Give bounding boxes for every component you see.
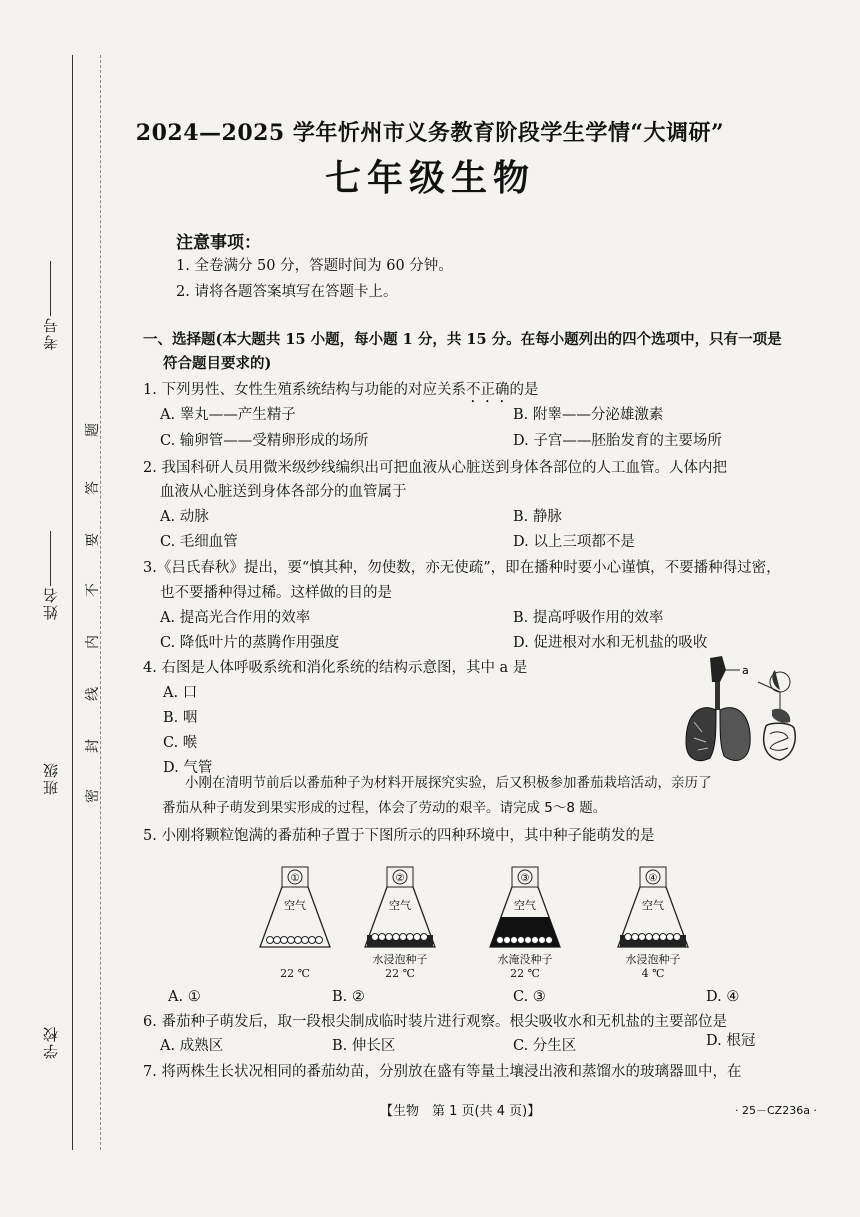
flask-caption-line2: 4 ℃ — [641, 967, 665, 980]
seal-char: 答 — [85, 481, 101, 495]
q2-option-a: A. 动脉 — [160, 509, 209, 525]
seal-char: 题 — [85, 423, 101, 437]
exam-title: 2024—2025 学年忻州市义务教育阶段学生学情“大调研” — [135, 120, 725, 146]
q3-option-d: D. 促进根对水和无机盐的吸收 — [513, 635, 708, 651]
q1-stem — [143, 378, 538, 406]
flask-air-label: 空气 — [642, 899, 664, 912]
q5-option-d: D. ④ — [706, 989, 740, 1005]
stomach-shape — [772, 709, 790, 723]
q4-option-d: D. 气管 — [163, 760, 213, 776]
head-silhouette — [710, 656, 726, 682]
seal-char: 密 — [85, 789, 101, 803]
q2-option-b: B. 静脉 — [513, 509, 562, 525]
page-footer: 【生物 第 1 页(共 4 页)】 — [380, 1104, 541, 1119]
q5-stem: 5. 小刚将颗粒饱满的番茄种子置于下图所示的四种环境中，其中种子能萌发的是 — [143, 828, 655, 844]
flask-number: ① — [290, 873, 300, 884]
name-label: 姓名 — [42, 586, 60, 620]
flask-1-caption — [240, 953, 350, 981]
q1-option-a: A. 睾丸——产生精子 — [160, 407, 296, 423]
q3-option-a: A. 提高光合作用的效率 — [160, 610, 311, 626]
q1-option-c: C. 输卵管——受精卵形成的场所 — [160, 433, 369, 449]
flask-caption-line1: 水浸泡种子 — [372, 953, 428, 966]
flask-caption-line1 — [240, 953, 350, 967]
subject-title: 七年级生物 — [324, 157, 535, 199]
flask-air-label: 空气 — [284, 899, 306, 912]
q3-stem-line2: 也不要播种得过稀。这样做的目的是 — [160, 585, 392, 601]
flask-caption-line2: 22 ℃ — [510, 967, 540, 980]
section-heading-line2: 符合题目要求的) — [163, 355, 272, 372]
flask-2-caption — [345, 953, 455, 981]
q7-stem: 7. 将两株生长状况相同的番茄幼苗，分别放在盛有等量土壤浸出液和蒸馏水的玻璃器皿中，在 — [143, 1064, 742, 1080]
q2-stem-line2: 血液从心脏送到身体各部分的血管属于 — [160, 484, 407, 500]
seal-char: 线 — [85, 687, 101, 701]
q6-option-d: D. 根冠 — [706, 1033, 756, 1049]
q4-option-a: A. 口 — [163, 685, 198, 701]
q3-option-c: C. 降低叶片的蒸腾作用强度 — [160, 635, 340, 651]
flask-caption-line1: 水浸泡种子 — [625, 953, 681, 966]
exam-no-label: 考号 — [42, 316, 60, 350]
flask-4 — [608, 865, 698, 955]
q6-option-c: C. 分生区 — [513, 1038, 577, 1054]
notice-item: 2. 请将各题答案填写在答题卡上。 — [176, 284, 398, 300]
q2-option-c: C. 毛细血管 — [160, 534, 238, 550]
flask-3-caption — [470, 953, 580, 981]
name-field — [40, 525, 61, 620]
notice-heading: 注意事项： — [176, 233, 261, 253]
paper-code: · 25－CZ236a · — [735, 1104, 817, 1117]
flask-caption-line2: 22 ℃ — [280, 967, 310, 980]
flask-1 — [250, 865, 340, 955]
flask-2 — [355, 865, 445, 955]
q4-option-c: C. 喉 — [163, 735, 198, 751]
name-underline — [50, 531, 51, 586]
class-field — [40, 755, 61, 795]
left-lung-shape — [686, 708, 716, 761]
flask-number: ④ — [648, 873, 658, 884]
right-lung-shape — [720, 708, 750, 761]
exam-no-underline — [50, 261, 51, 316]
school-field — [40, 1025, 61, 1059]
flask-caption-line2: 22 ℃ — [385, 967, 415, 980]
binding-line — [72, 55, 73, 1150]
q1-stem-text: 1. 下列男性、女性生殖系统结构与功能的对应关系 — [143, 382, 466, 398]
flask-number: ③ — [520, 873, 530, 884]
q4-stem: 4. 右图是人体呼吸系统和消化系统的结构示意图，其中 a 是 — [143, 660, 528, 676]
class-label: 班级 — [42, 761, 60, 795]
flask-4-caption — [598, 953, 708, 981]
q6-stem: 6. 番茄种子萌发后，取一段根尖制成临时装片进行观察。根尖吸收水和无机盐的主要部位是 — [143, 1014, 727, 1030]
flask-air-label: 空气 — [514, 899, 536, 912]
seal-dashed-line — [100, 55, 102, 1150]
flask-caption-line1: 水淹没种子 — [497, 953, 553, 966]
story-line1: 小刚在清明节前后以番茄种子为材料开展探究实验，后又积极参加番茄栽培活动，亲历了 — [185, 775, 712, 791]
q3-stem-line1: 3.《吕氏春秋》提出，要“慎其种，勿使数，亦无使疏”，即在播种时要小心谨慎，不要播种得过密， — [143, 560, 781, 576]
q6-option-b: B. 伸长区 — [332, 1038, 396, 1054]
section-heading — [143, 328, 813, 376]
q5-option-b: B. ② — [332, 989, 365, 1005]
seed-row — [267, 937, 323, 944]
seal-char: 要 — [85, 533, 101, 547]
trachea-shape — [715, 682, 720, 710]
intestine-coils — [770, 732, 788, 750]
label-a: a — [742, 664, 749, 677]
section-heading-line1: 一、选择题(本大题共 15 小题，每小题 1 分，共 15 分。在每小题列出的四个选项中，只有一项是 — [143, 331, 782, 348]
q1-stem-emphasis: 不正确 — [465, 382, 510, 398]
respiratory-digestive-figure — [680, 652, 805, 770]
story-line2: 番茄从种子萌发到果实形成的过程，体会了劳动的艰辛。请完成 5～8 题。 — [162, 800, 607, 816]
q3-option-b: B. 提高呼吸作用的效率 — [513, 610, 664, 626]
flask-number: ② — [395, 873, 405, 884]
seal-char: 不 — [85, 583, 101, 597]
notice-item: 1. 全卷满分 50 分，答题时间为 60 分钟。 — [176, 258, 453, 274]
school-label: 学校 — [42, 1025, 60, 1059]
q6-option-a: A. 成熟区 — [160, 1038, 224, 1054]
exam-no-field — [40, 255, 61, 350]
q2-stem-line1: 2. 我国科研人员用微米级纱线编织出可把血液从心脏送到身体各部位的人工血管。人体内把 — [143, 460, 727, 476]
flask-air-label: 空气 — [389, 899, 411, 912]
q2-option-d: D. 以上三项都不是 — [513, 534, 635, 550]
q4-option-b: B. 咽 — [163, 710, 198, 726]
q1-option-d: D. 子宫——胚胎发育的主要场所 — [513, 433, 722, 449]
seal-char: 封 — [85, 739, 101, 753]
seal-char: 内 — [85, 635, 101, 649]
q5-option-c: C. ③ — [513, 989, 546, 1005]
q1-stem-end: 的是 — [509, 382, 539, 398]
q5-option-a: A. ① — [168, 989, 201, 1005]
flask-3 — [480, 865, 570, 955]
q1-option-b: B. 附睾——分泌雄激素 — [513, 407, 664, 423]
